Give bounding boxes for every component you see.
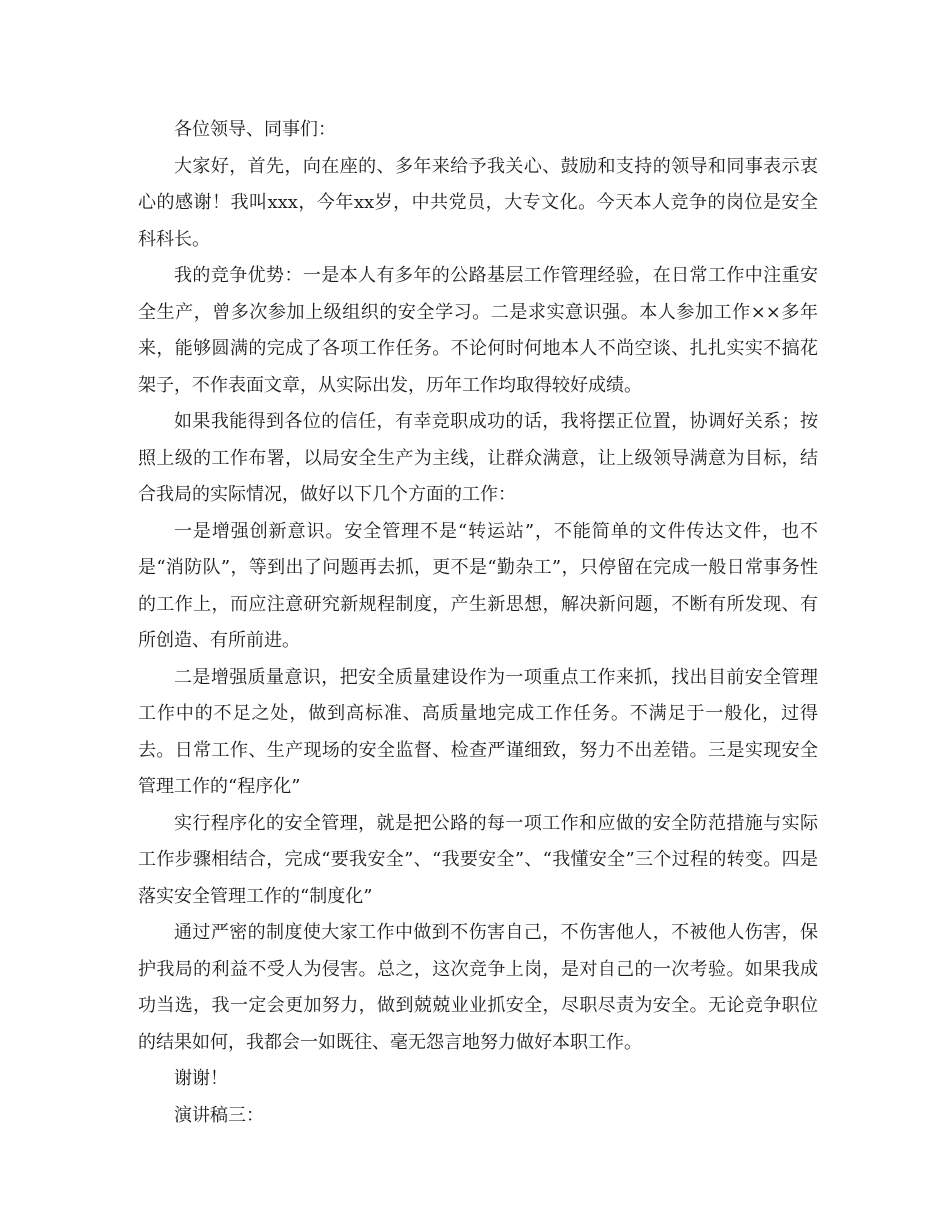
thanks-paragraph: 谢谢！ (174, 1068, 228, 1089)
speech-three-heading: 演讲稿三： (174, 1104, 264, 1126)
procedure-paragraph: 实行程序化的安全管理，就是把公路的每一项工作和应做的安全防范措施与实际工作步骤相结合，完成“要我安全”、“我要安全”、“我懂安全”三个过程的转变。四是落实安全管理工作的“制度化” (138, 812, 818, 907)
system-paragraph: 通过严密的制度使大家工作中做到不伤害自己，不伤害他人，不被他人伤害，保护我局的利益不受人为侵害。总之，这次竞争上岗，是对自己的一次考验。如果我成功当选，我一定会更加努力，做到兢兢业业抓安全，尽职尽责为安全。无论竞争职位的结果如何，我都会一如既往、毫无怨言地努力做好本职工作。 (138, 922, 818, 1053)
salutation-paragraph: 各位领导、同事们： (174, 119, 336, 140)
quality-paragraph: 二是增强质量意识，把安全质量建设作为一项重点工作来抓，找出目前安全管理工作中的不足之处，做到高标准、高质量地完成工作任务。不满足于一般化，过得去。日常工作、生产现场的安全监督、检查严谨细致，努力不出差错。三是实现安全管理工作的“程序化” (138, 666, 818, 797)
innovation-paragraph: 一是增强创新意识。安全管理不是“转运站”，不能简单的文件传达文件，也不是“消防队”，等到出了问题再去抓，更不是“勤杂工”，只停留在完成一般日常事务性的工作上，而应注意研究新规程制度，产生新思想，解决新问题，不断有所发现、有所创造、有所前进。 (138, 520, 818, 651)
greeting-paragraph: 大家好，首先，向在座的、多年来给予我关心、鼓励和支持的领导和同事表示衷心的感谢！我叫xxx，今年xx岁，中共党员，大专文化。今天本人竞争的岗位是安全科科长。 (138, 155, 818, 250)
advantages-paragraph: 我的竞争优势：一是本人有多年的公路基层工作管理经验，在日常工作中注重安全生产，曾多次参加上级组织的安全学习。二是求实意识强。本人参加工作××多年来，能够圆满的完成了各项工作任务。不论何时何地本人不尚空谈、扎扎实实不搞花架子，不作表面文章，从实际出发，历年工作均取得较好成绩。 (138, 265, 818, 396)
document-body (138, 112, 818, 1134)
plan-intro-paragraph: 如果我能得到各位的信任，有幸竞职成功的话，我将摆正位置，协调好关系；按照上级的工作布署，以局安全生产为主线，让群众满意，让上级领导满意为目标，结合我局的实际情况，做好以下几个方面的工作： (138, 411, 818, 505)
